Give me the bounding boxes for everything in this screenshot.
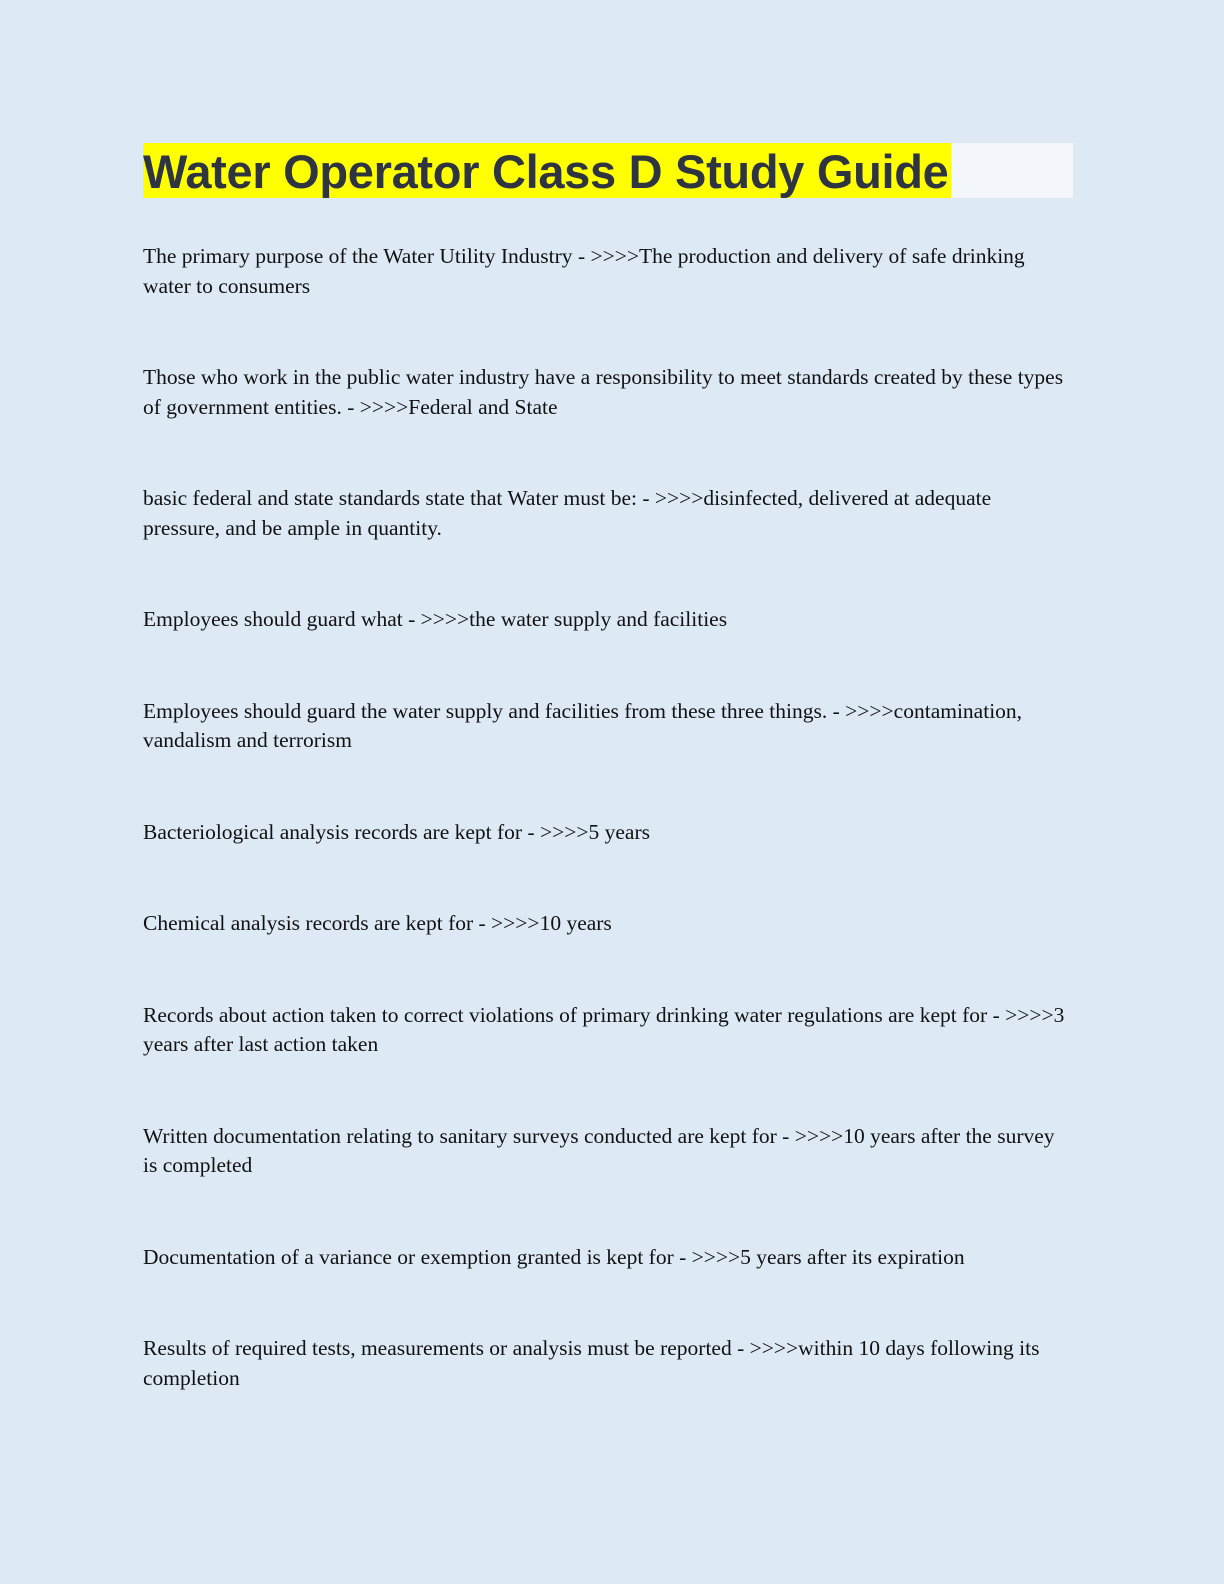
qa-item [143, 697, 1068, 756]
question-text: Employees should guard the water supply and facilities from these three things. [143, 698, 828, 723]
qa-item [143, 1334, 1068, 1393]
answer-separator: - >>>> [827, 698, 894, 723]
answer-text: Federal and State [408, 394, 558, 419]
answer-text: 3 years after last action taken [143, 1002, 1065, 1056]
qa-item [143, 1243, 1068, 1273]
question-text: Employees should guard what [143, 607, 403, 631]
question-text: Chemical analysis records are kept for [143, 911, 474, 935]
question-text: Written documentation relating to sanitary surveys conducted are kept for [143, 1123, 777, 1148]
qa-item [143, 363, 1068, 422]
answer-separator: - >>>> [522, 819, 589, 844]
answer-text: within 10 days following its completion [143, 1336, 1040, 1390]
qa-item [143, 242, 1068, 301]
answer-text: contamination, vandalism and terrorism [143, 698, 1023, 752]
qa-item [143, 909, 1068, 939]
answer-text: 5 years after its expiration [740, 1244, 965, 1269]
question-text: The primary purpose of the Water Utility Industry [143, 244, 573, 268]
qa-item [143, 605, 1068, 635]
answer-separator: - >>>> [776, 1123, 844, 1148]
study-guide-content [143, 242, 1068, 1455]
question-text: Records about action taken to correct violations of primary drinking water regulations are kept for [143, 1002, 988, 1027]
answer-separator: - >>>> [987, 1002, 1054, 1027]
qa-item [143, 1122, 1068, 1181]
answer-separator: - >>>> [572, 244, 639, 268]
answer-separator: - >>>> [341, 394, 409, 419]
page-title: Water Operator Class D Study Guide [143, 145, 949, 198]
answer-separator: - >>>> [473, 911, 540, 935]
answer-separator: - >>>> [673, 1244, 741, 1269]
answer-text: 10 years [539, 911, 612, 935]
question-text: Documentation of a variance or exemption granted is kept for [143, 1244, 674, 1269]
answer-text: disinfected, delivered at adequate pressure, and be ample in quantity. [143, 486, 992, 540]
qa-item [143, 484, 1068, 543]
question-text: Bacteriological analysis records are kept for [143, 819, 523, 844]
title-banner [143, 143, 1073, 198]
answer-separator: - >>>> [637, 486, 704, 510]
question-text: basic federal and state standards state that Water must be: [143, 486, 637, 510]
answer-text: 10 years after the survey is completed [143, 1123, 1055, 1177]
question-text: Those who work in the public water industry have a responsibility to meet standards created by these types of government entities. [143, 365, 1064, 419]
answer-text: 5 years [588, 819, 650, 844]
answer-separator: - >>>> [402, 607, 470, 631]
qa-item [143, 818, 1068, 848]
qa-item [143, 1001, 1068, 1060]
answer-text: The production and delivery of safe drinking water to consumers [143, 244, 1025, 298]
question-text: Results of required tests, measurements or analysis must be reported [143, 1336, 732, 1360]
answer-separator: - >>>> [731, 1336, 799, 1360]
answer-text: the water supply and facilities [469, 607, 728, 631]
